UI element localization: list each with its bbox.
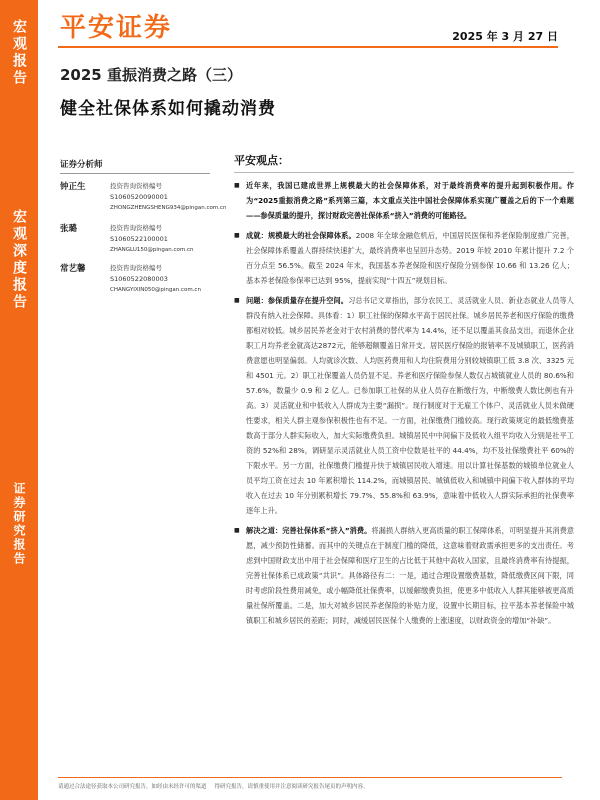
analyst-name: 常艺馨 xyxy=(60,264,86,274)
footer-text-part1: 请通过合法途径获取本公司研究报告，如经由未经许可的渠道 xyxy=(58,784,207,790)
analyst-qual-number: S1060520090001 xyxy=(110,193,168,201)
analyst-qual-label: 投资咨询资格编号 xyxy=(110,264,162,272)
analyst-name: 张璐 xyxy=(60,224,78,234)
sidebar-label-securities-research: 证券研究报告 xyxy=(12,482,26,566)
footer-disclaimer xyxy=(58,782,562,790)
sidebar-band xyxy=(0,0,38,800)
views-title: 平安观点： xyxy=(234,154,289,167)
analysts-heading: 证券分析师 xyxy=(60,158,210,174)
view-point xyxy=(234,228,574,288)
views-section xyxy=(234,152,574,628)
footer-divider xyxy=(58,777,562,778)
analyst-qual-number: S1060522080003 xyxy=(110,275,168,283)
views-list xyxy=(234,178,574,628)
view-point-body: 将漏损人群纳入更高质量的职工保障体系，可明显提升其消费意愿，减少预防性储蓄。而其中的关键点在于制度门槛的降低，这意味着财政需承担更多的支出责任。考虑到中国财政支出中用于社会保障和医疗卫生的占比低于其他中高收入国家，且最终消费率有待提振，完善社保体系已成政策“共识”。具体路径有二：一是，通过合理设置缴费基数，降低缴费区间下限，同时考虑阶段性费用减免，或小幅降低社保费率，以缓解缴费负担，使更多中低收入人群其能够被更高质量社保所覆盖。二是，加大对城乡居民养老保险的补贴力度，设置中长期目标，拉平基本养老保险中城镇职工和城乡居民的差距；同时，减缓居民医保个人缴费的上涨速度，以财政资金的增加“补缺”。 xyxy=(246,526,574,625)
sidebar-label-macro-deep-report: 宏观深度报告 xyxy=(11,209,27,311)
view-point xyxy=(234,178,574,223)
report-date: 2025 年 3 月 27 日 xyxy=(452,30,558,43)
view-point-lead: 近年来，我国已建成世界上规模最大的社会保障体系，对于最终消费率的提升起到积极作用。作为“2025重振消费之路”系列第三篇，本文重点关注中国社会保障体系实现广覆盖之后的下一个难题——参保质量的提升，探讨财政完善社保体系“挤入”消费的可能路径。 xyxy=(246,181,574,220)
analyst-qual-label: 投资咨询资格编号 xyxy=(110,182,162,190)
sidebar-label-macro-report: 宏观报告 xyxy=(11,19,27,87)
analyst-qual-label: 投资咨询资格编号 xyxy=(110,224,162,232)
views-divider xyxy=(234,172,574,173)
view-point xyxy=(234,293,574,518)
analyst-email[interactable]: ZHONGZHENGSHENG934@pingan.com.cn xyxy=(110,205,227,211)
analyst-name: 钟正生 xyxy=(60,182,86,192)
header-divider xyxy=(58,46,558,48)
analyst-email[interactable]: ZHANGLU150@pingan.com.cn xyxy=(110,247,194,253)
brand-logo-text: 平安证券 xyxy=(60,12,173,43)
analyst-qual-number: S1060522100001 xyxy=(110,235,168,243)
view-point xyxy=(234,523,574,628)
view-point-lead: 解决之道：完善社保体系“挤入”消费。 xyxy=(246,526,372,535)
brand-logo xyxy=(60,10,173,43)
view-point-lead: 成就：规模最大的社会保障体系。 xyxy=(246,231,356,240)
analyst-email[interactable]: CHANGYIXIN050@pingan.com.cn xyxy=(110,287,201,293)
view-point-body: 习总书记文章指出，部分农民工、灵活就业人员、新业态就业人员等人群没有纳入社会保障。具体看：1）职工社保的保障水平高于居民社保。城乡居民养老和医疗保险的缴费都相对较低。城乡居民养老金对于农村消费的替代率为 14.4%，还不足以覆盖其食品支出，而退休企业职工月均养老金就高达2872元，能够超额覆盖日常开支。居民医疗保险的报销率不及城镇职工，医药消费意愿也明显偏弱。人均就诊次数、人均医药费用和人均住院费用分别较城镇职工低 3.8 次、3325 元和 4501 元。2）职工社保覆盖人员仍显不足。养老和医疗保险参保人数仅占城镇就业人员的 80.6%和 57.6%，数量少 0.9 和 2 亿人。已参加职工社保的从业人员存在断缴行为，中断缴费人数比例也有升高。3）灵活就业和中低收入人群成为主要“漏损”。现行制度对于无雇工个体户、灵活就业人员未做硬性要求，相关人群主观参保积极性也有不足。一方面，社保缴费门槛较高。现行政策规定的最低缴费基数高于部分人群实际收入，加大实际缴费负担。城镇居民中中间偏下及低收入组平均收入分别是社平工资的 52%和 28%，调研显示灵活就业人员工资中位数是社平的 44.4%，均不及社保缴费社平 60%的下限水平。另一方面，社保缴费门槛提升快于城镇居民收入增速。用以计算社保基数的城镇单位就业人员平均工资在过去 10 年累积增长 114.2%，而城镇居民、城镇低收入和城镇中间偏下收入群体的平均收入在过去 10 年分别累积增长 79.7%、55.8%和 63.9%，意味着中低收入人群实际承担的社保费率逐年上升。 xyxy=(246,296,575,515)
view-point-lead: 问题：参保质量存在提升空间。 xyxy=(246,296,349,305)
report-title: 健全社保体系如何撬动消费 xyxy=(60,99,276,119)
view-point-body: 2008 年全球金融危机后，中国居民医保和养老保险制度推广完善，社会保障体系覆盖人群持续快速扩大，最终消费率也呈回升态势。2019 年较 2010 年累计提升 7.2 个百分点至 56.5%。截至 2024 年末，我国基本养老保险和医疗保险分别参保 10.66 和 13.26 亿人；基本养老保险参保率已达到 95%，提前实现“十四五”规划目标。 xyxy=(246,231,574,285)
report-series: 2025 重振消费之路（三） xyxy=(60,66,242,84)
footer-text-part2: 得研究报告，请慎重使用并注意阅读研究报告尾页的声明内容。 xyxy=(214,784,369,790)
